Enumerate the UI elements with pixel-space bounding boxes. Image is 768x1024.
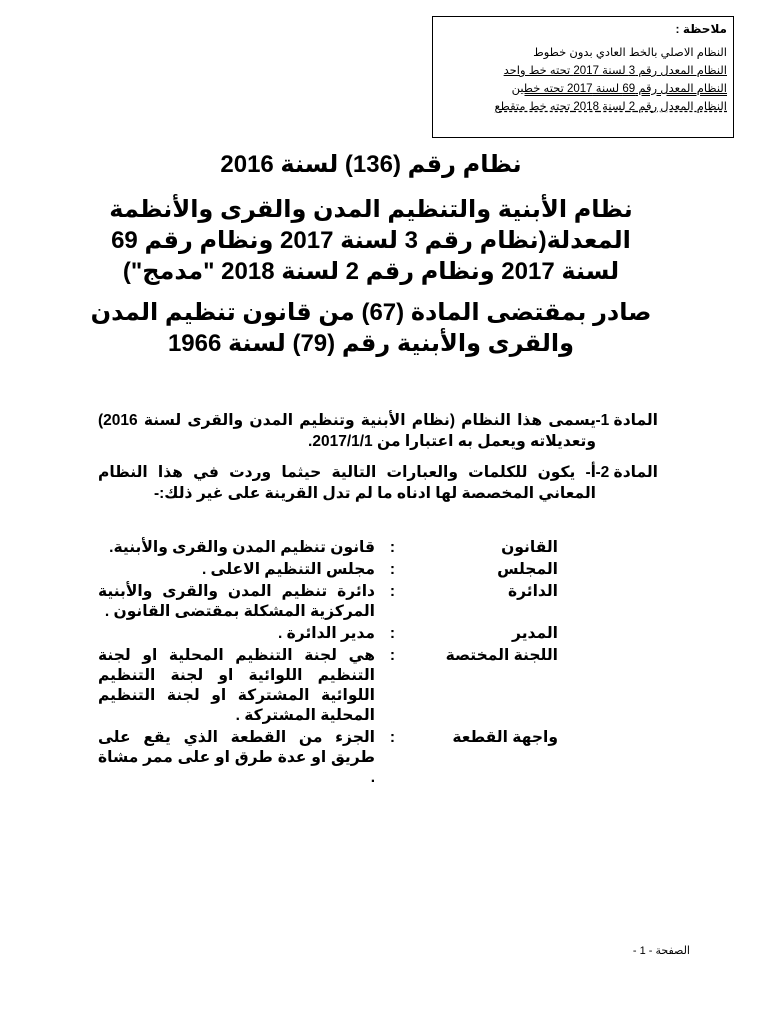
article-text: أ- يكون للكلمات والعبارات التالية حيثما وردت في هذا النظام المعاني المخصصة لها ادناه ما لم تدل القرينة على غير ذلك:- xyxy=(98,464,596,502)
definition-term: الدائرة xyxy=(507,583,558,600)
note-title: ملاحظة : xyxy=(675,22,727,36)
definition-term: واجهة القطعة xyxy=(452,729,558,746)
document-titles xyxy=(80,150,662,359)
legend-note-box xyxy=(432,16,734,138)
definition-row xyxy=(98,624,558,644)
definition-row xyxy=(98,582,558,622)
definition-term: القانون xyxy=(501,539,558,556)
definition-colon: : xyxy=(389,539,395,556)
note-line-amend-3-2017: النظام المعدل رقم 3 لسنة 2017 تحته خط واحد xyxy=(503,65,727,77)
definition-text: مدير الدائرة . xyxy=(278,625,375,642)
definition-text: الجزء من القطعة الذي يقع على طريق او عدة طرق او على ممر مشاة . xyxy=(98,729,375,786)
definitions-list xyxy=(98,538,558,790)
note-line-original: النظام الاصلي بالخط العادي بدون خطوط xyxy=(533,47,727,59)
article-number: المادة 2- xyxy=(595,464,658,481)
regulation-name-title: نظام الأبنية والتنظيم المدن والقرى والأنظمة المعدلة(نظام رقم 3 لسنة 2017 ونظام رقم 69 لسنة 2017 ونظام رقم 2 لسنة 2018 "مدمج") xyxy=(109,196,633,285)
definition-term: المجلس xyxy=(497,561,558,578)
articles-section xyxy=(98,410,658,514)
definition-row xyxy=(98,646,558,726)
note-line-amend-69-2017: النظام المعدل رقم 69 لسنة 2017 تحته خطين xyxy=(511,83,727,95)
article-2 xyxy=(98,462,658,504)
definition-row xyxy=(98,538,558,558)
definition-colon: : xyxy=(389,583,395,600)
definition-row xyxy=(98,728,558,788)
article-text: يسمى هذا النظام (نظام الأبنية وتنظيم المدن والقرى لسنة 2016) وتعديلاته ويعمل به اعتبارا من 2017/1/1. xyxy=(98,412,596,450)
issued-under-title: صادر بمقتضى المادة (67) من قانون تنظيم المدن والقرى والأبنية رقم (79) لسنة 1966 xyxy=(90,299,652,357)
definition-text: مجلس التنظيم الاعلى . xyxy=(201,561,375,578)
definition-term: المدير xyxy=(512,625,558,642)
definition-colon: : xyxy=(389,561,395,578)
definition-term: اللجنة المختصة xyxy=(445,647,558,664)
definition-colon: : xyxy=(389,647,395,664)
definition-row xyxy=(98,560,558,580)
definition-colon: : xyxy=(389,729,395,746)
page-number-footer: الصفحة - 1 - xyxy=(632,945,690,957)
regulation-number-title: نظام رقم (136) لسنة 2016 xyxy=(220,151,522,178)
article-number: المادة 1- xyxy=(595,412,658,429)
definition-text: هي لجنة التنظيم المحلية او لجنة التنظيم اللوائية او لجنة التنظيم اللوائية المشتركة او لجنة التنظيم المحلية المشتركة . xyxy=(98,647,375,724)
definition-colon: : xyxy=(389,625,395,642)
definition-text: قانون تنظيم المدن والقرى والأبنية. xyxy=(109,539,375,556)
definition-text: دائرة تنظيم المدن والقرى والأبنية المركزية المشكلة بمقتضى القانون . xyxy=(98,583,375,620)
article-1 xyxy=(98,410,658,452)
note-line-amend-2-2018: النظام المعدل رقم 2 لسنة 2018 تحته خط متقطع xyxy=(494,101,727,113)
